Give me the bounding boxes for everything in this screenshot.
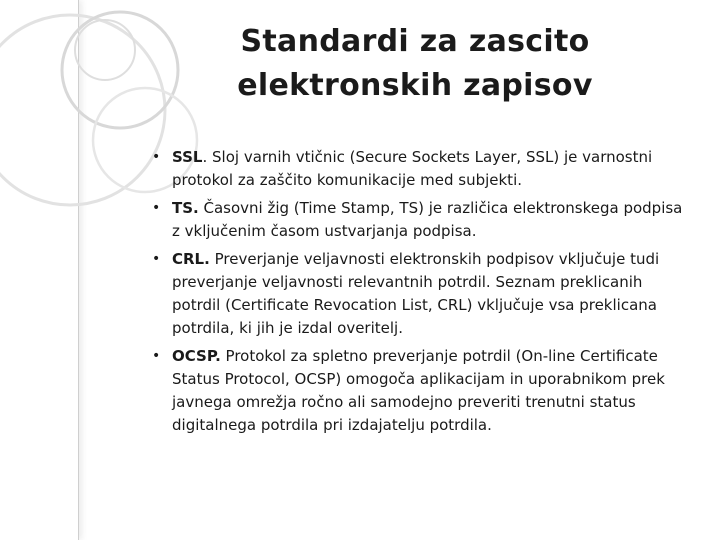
bullet-list xyxy=(150,146,690,442)
bullet-item-ts xyxy=(150,197,690,243)
bullet-dot-icon: • xyxy=(152,348,161,364)
bullet-dot-icon: • xyxy=(152,200,161,216)
title-line-2: elektronskih zapisov xyxy=(237,68,593,103)
bullet-text: . Sloj varnih vtičnic (Secure Sockets Layer, SSL) je varnostni protokol za zaščito komunikacije med subjekti. xyxy=(172,148,653,189)
bullet-term: SSL xyxy=(172,148,203,166)
bullet-term: CRL. xyxy=(172,250,210,268)
bullet-item-ssl xyxy=(150,146,690,192)
bullet-item-ocsp xyxy=(150,345,690,437)
bullet-dot-icon: • xyxy=(152,251,161,267)
bullet-term: TS. xyxy=(172,199,199,217)
bullet-text: Preverjanje veljavnosti elektronskih podpisov vključuje tudi preverjanje veljavnosti relevantnih potrdil. Seznam preklicanih potrdil (Certificate Revocation List, CRL) vključuje vsa preklicana potrdila, ki jih je izdal overitelj. xyxy=(172,250,660,337)
bullet-dot-icon: • xyxy=(152,149,161,165)
bullet-item-crl xyxy=(150,248,690,340)
bullet-text: Protokol za spletno preverjanje potrdil (On-line Certificate Status Protocol, OCSP) omogoča aplikacijam in uporabnikom prek javnega omrežja ročno ali samodejno preveriti trenutni status digitalnega potrdila pri izdajatelju potrdila. xyxy=(172,347,665,434)
bullet-text: Časovni žig (Time Stamp, TS) je različica elektronskega podpisa z vključenim časom ustvarjanja podpisa. xyxy=(172,199,683,240)
slide-title xyxy=(205,20,625,108)
title-line-1: Standardi za zascito xyxy=(240,24,590,59)
bullet-term: OCSP. xyxy=(172,347,221,365)
